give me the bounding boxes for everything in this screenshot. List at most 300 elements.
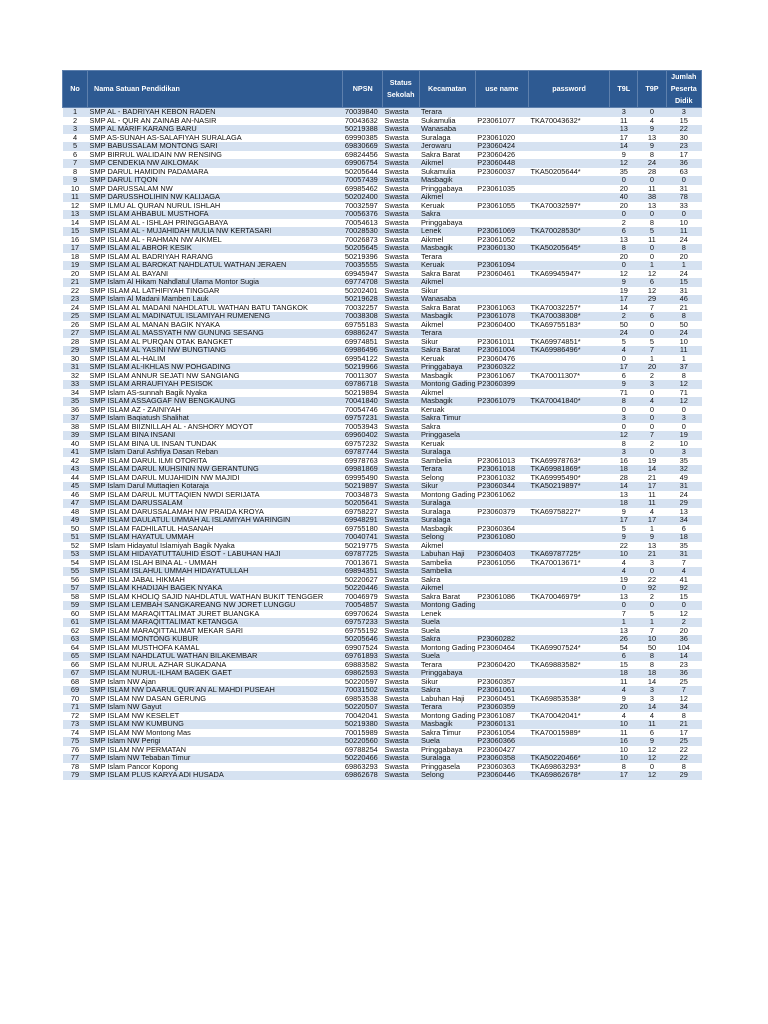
cell-status-sekolah[interactable]: Swasta bbox=[383, 618, 419, 627]
cell-kecamatan[interactable]: Terara bbox=[419, 329, 475, 338]
cell-kecamatan[interactable]: Sakra Barat bbox=[419, 151, 475, 160]
cell-jumlah[interactable]: 1 bbox=[666, 355, 701, 364]
table-row[interactable] bbox=[63, 278, 702, 287]
cell-no[interactable]: 22 bbox=[63, 287, 88, 296]
table-row[interactable] bbox=[63, 712, 702, 721]
table-row[interactable] bbox=[63, 304, 702, 313]
cell-kecamatan[interactable]: Sakra bbox=[419, 210, 475, 219]
cell-jumlah[interactable]: 12 bbox=[666, 610, 701, 619]
cell-no[interactable]: 26 bbox=[63, 321, 88, 330]
cell-status-sekolah[interactable]: Swasta bbox=[383, 584, 419, 593]
cell-status-sekolah[interactable]: Swasta bbox=[383, 610, 419, 619]
cell-kecamatan[interactable]: Montong Gading bbox=[421, 601, 476, 609]
table-row[interactable] bbox=[63, 644, 702, 653]
cell-tpl[interactable]: 8 bbox=[610, 397, 638, 406]
cell-password[interactable]: TKA69995490* bbox=[528, 474, 609, 483]
cell-username[interactable]: P23060379 bbox=[475, 508, 528, 517]
cell-kecamatan[interactable]: Sakra Barat bbox=[419, 593, 475, 602]
cell-kecamatan[interactable]: Suralaga bbox=[419, 448, 475, 457]
cell-tpl[interactable]: 8 bbox=[610, 763, 638, 772]
cell-nama-satuan-pendidikan[interactable]: SMP ISLAM DARUL MUJAHIDIN NW MAJIDI bbox=[88, 474, 343, 483]
cell-tpp[interactable]: 2 bbox=[638, 440, 666, 449]
cell-nama-satuan-pendidikan[interactable]: SMP ISLAM NW Montong Mas bbox=[88, 729, 343, 738]
cell-username[interactable] bbox=[475, 278, 528, 287]
cell-password[interactable]: TKA69755183* bbox=[528, 321, 609, 330]
cell-tpp[interactable]: 11 bbox=[638, 491, 666, 500]
cell-jumlah[interactable]: 11 bbox=[666, 346, 701, 355]
cell-no[interactable]: 8 bbox=[63, 168, 88, 177]
cell-status-sekolah[interactable]: Swasta bbox=[383, 134, 419, 143]
cell-status-sekolah[interactable]: Swasta bbox=[383, 389, 419, 398]
cell-username[interactable] bbox=[475, 448, 528, 457]
cell-nama-satuan-pendidikan[interactable]: SMP Islam Baqiatush Shalihat bbox=[88, 414, 343, 423]
cell-kecamatan[interactable]: Masbagik bbox=[419, 525, 475, 534]
header-status-sekolah[interactable]: Status Sekolah bbox=[383, 71, 419, 108]
cell-jumlah[interactable]: 31 bbox=[666, 287, 701, 296]
cell-username[interactable] bbox=[475, 542, 528, 551]
cell-jumlah[interactable]: 6 bbox=[666, 525, 701, 534]
cell-npsn[interactable]: 69970624 bbox=[343, 610, 383, 619]
cell-username[interactable] bbox=[475, 576, 528, 585]
cell-nama-satuan-pendidikan[interactable]: SMP ISLAM NW DAARUL QUR AN AL MAHDI PUSEAH bbox=[88, 686, 343, 695]
cell-tpl[interactable]: 18 bbox=[610, 669, 638, 678]
cell-tpp[interactable]: 12 bbox=[638, 746, 666, 755]
cell-no[interactable]: 29 bbox=[63, 346, 88, 355]
table-row[interactable] bbox=[63, 108, 702, 117]
cell-password[interactable] bbox=[528, 448, 609, 457]
cell-username[interactable] bbox=[475, 584, 528, 593]
cell-no[interactable]: 62 bbox=[63, 627, 88, 636]
cell-no[interactable]: 47 bbox=[63, 499, 88, 508]
table-row[interactable] bbox=[63, 576, 702, 585]
cell-tpl[interactable]: 13 bbox=[610, 236, 638, 245]
cell-npsn[interactable]: 69986496 bbox=[343, 346, 383, 355]
cell-jumlah[interactable]: 22 bbox=[666, 746, 701, 755]
cell-nama-satuan-pendidikan[interactable]: SMP ISLAM PLUS KARYA ADI HUSADA bbox=[88, 771, 343, 780]
cell-status-sekolah[interactable]: Swasta bbox=[383, 737, 419, 746]
cell-tpl[interactable]: 9 bbox=[610, 508, 638, 517]
cell-kecamatan[interactable]: Sakra bbox=[419, 423, 475, 432]
cell-password[interactable]: TKA69981869* bbox=[528, 465, 609, 474]
cell-password[interactable] bbox=[528, 295, 609, 304]
cell-tpp[interactable]: 13 bbox=[638, 542, 666, 551]
table-row[interactable] bbox=[63, 618, 702, 627]
cell-username[interactable] bbox=[475, 431, 528, 440]
cell-password[interactable] bbox=[528, 219, 609, 228]
cell-no[interactable]: 60 bbox=[63, 610, 88, 619]
cell-kecamatan[interactable]: Aikmel bbox=[419, 193, 475, 202]
cell-tpp[interactable]: 12 bbox=[638, 754, 666, 763]
table-row[interactable] bbox=[63, 584, 702, 593]
cell-npsn[interactable]: 70056376 bbox=[343, 210, 383, 219]
cell-npsn[interactable]: 50205641 bbox=[343, 499, 383, 508]
cell-status-sekolah[interactable]: Swasta bbox=[383, 508, 419, 517]
cell-kecamatan[interactable]: Sakra Barat bbox=[419, 346, 475, 355]
cell-tpl[interactable]: 9 bbox=[610, 151, 638, 160]
cell-jumlah[interactable]: 0 bbox=[666, 423, 701, 432]
cell-nama-satuan-pendidikan[interactable]: SMP ISLAM AL ABROR KESIK bbox=[88, 244, 343, 253]
cell-password[interactable] bbox=[528, 652, 609, 661]
cell-status-sekolah[interactable]: Swasta bbox=[383, 423, 419, 432]
cell-no[interactable]: 77 bbox=[63, 754, 88, 763]
cell-nama-satuan-pendidikan[interactable]: SMP ISLAM AL MASSYATH NW GUNUNG SESANG bbox=[88, 329, 343, 338]
cell-nama-satuan-pendidikan[interactable]: SMP Islam Pancor Kopong bbox=[88, 763, 343, 772]
cell-nama-satuan-pendidikan[interactable]: SMP ISLAM NW DASAN GERUNG bbox=[88, 695, 343, 704]
cell-jumlah[interactable]: 31 bbox=[666, 550, 701, 559]
cell-tpp[interactable]: 8 bbox=[638, 151, 666, 160]
header-password[interactable]: password bbox=[528, 71, 609, 108]
table-row[interactable] bbox=[63, 754, 702, 763]
cell-nama-satuan-pendidikan[interactable]: SMP ISLAM AL-HALIM bbox=[88, 355, 343, 364]
cell-status-sekolah[interactable]: Swasta bbox=[383, 542, 419, 551]
cell-tpp[interactable]: 7 bbox=[638, 304, 666, 313]
cell-jumlah[interactable]: 25 bbox=[666, 678, 701, 687]
cell-password[interactable] bbox=[528, 533, 609, 542]
cell-nama-satuan-pendidikan[interactable]: SMP ISLAM NURUL-ILHAM BAGEK GAET bbox=[88, 669, 343, 678]
cell-npsn[interactable]: 70043632 bbox=[343, 117, 383, 126]
cell-nama-satuan-pendidikan[interactable]: SMP ISLAM MARAQITTALIMAT MEKAR SARI bbox=[88, 627, 343, 636]
cell-nama-satuan-pendidikan[interactable]: SMP ISLAM ASSAGGAF NW BENGKAUNG bbox=[88, 397, 343, 406]
cell-username[interactable]: P23060357 bbox=[475, 678, 528, 687]
cell-username[interactable]: P23061077 bbox=[475, 117, 528, 126]
cell-jumlah[interactable]: 35 bbox=[666, 542, 701, 551]
cell-kecamatan[interactable]: Sambelia bbox=[419, 567, 475, 576]
cell-no[interactable]: 57 bbox=[63, 584, 88, 593]
table-row[interactable] bbox=[63, 159, 702, 168]
cell-npsn[interactable]: 50220597 bbox=[343, 678, 383, 687]
cell-status-sekolah[interactable]: Swasta bbox=[383, 763, 419, 772]
cell-tpl[interactable]: 8 bbox=[610, 244, 638, 253]
cell-status-sekolah[interactable]: Swasta bbox=[383, 236, 419, 245]
cell-jumlah[interactable]: 8 bbox=[666, 244, 701, 253]
cell-npsn[interactable]: 69863293 bbox=[343, 763, 383, 772]
cell-kecamatan[interactable]: Pringgabaya bbox=[419, 219, 475, 228]
cell-status-sekolah[interactable]: Swasta bbox=[383, 499, 419, 508]
cell-nama-satuan-pendidikan[interactable]: SMP ISLAM AL LATHIFIYAH TINGGAR bbox=[88, 287, 343, 296]
cell-tpp[interactable]: 0 bbox=[638, 406, 666, 415]
cell-jumlah[interactable]: 15 bbox=[666, 117, 701, 126]
cell-kecamatan[interactable]: Aikmel bbox=[419, 278, 475, 287]
cell-no[interactable]: 45 bbox=[63, 482, 88, 491]
table-row[interactable] bbox=[63, 559, 702, 568]
cell-status-sekolah[interactable]: Swasta bbox=[383, 278, 419, 287]
cell-no[interactable]: 39 bbox=[63, 431, 88, 440]
cell-password[interactable] bbox=[528, 525, 609, 534]
cell-nama-satuan-pendidikan[interactable]: SMP Islam NW Gayut bbox=[88, 703, 343, 712]
cell-username[interactable]: P23060282 bbox=[475, 635, 528, 644]
cell-kecamatan[interactable]: Wanasaba bbox=[419, 295, 475, 304]
cell-password[interactable] bbox=[528, 134, 609, 143]
cell-status-sekolah[interactable]: Swasta bbox=[383, 474, 419, 483]
cell-status-sekolah[interactable]: Swasta bbox=[383, 159, 419, 168]
cell-tpp[interactable]: 10 bbox=[638, 635, 666, 644]
cell-tpl[interactable]: 26 bbox=[610, 635, 638, 644]
cell-kecamatan[interactable]: Lenek bbox=[419, 610, 475, 619]
cell-npsn[interactable]: 70054746 bbox=[343, 406, 383, 415]
cell-status-sekolah[interactable]: Swasta bbox=[383, 431, 419, 440]
cell-tpl[interactable]: 17 bbox=[610, 771, 638, 780]
table-row[interactable] bbox=[63, 771, 702, 780]
cell-kecamatan[interactable]: Masbagik bbox=[419, 720, 475, 729]
cell-username[interactable]: P23061018 bbox=[475, 465, 528, 474]
cell-kecamatan[interactable]: Masbagik bbox=[419, 312, 475, 321]
cell-kecamatan[interactable]: Selong bbox=[419, 771, 475, 780]
cell-tpl[interactable]: 11 bbox=[610, 729, 638, 738]
cell-jumlah[interactable]: 10 bbox=[666, 219, 701, 228]
cell-no[interactable]: 73 bbox=[63, 720, 88, 729]
cell-nama-satuan-pendidikan[interactable]: SMP DARUSSHOLIHIN NW KALIJAGA bbox=[88, 193, 343, 202]
cell-nama-satuan-pendidikan[interactable]: SMP Islam AS-sunnah Bagik Nyaka bbox=[88, 389, 343, 398]
cell-jumlah[interactable]: 36 bbox=[666, 635, 701, 644]
cell-kecamatan[interactable]: Sikur bbox=[419, 338, 475, 347]
cell-status-sekolah[interactable]: Swasta bbox=[383, 253, 419, 262]
cell-nama-satuan-pendidikan[interactable]: SMP ISLAM BINA INSANI bbox=[88, 431, 343, 440]
cell-username[interactable]: P23060424 bbox=[475, 142, 528, 151]
cell-no[interactable]: 28 bbox=[63, 338, 88, 347]
cell-password[interactable] bbox=[528, 678, 609, 687]
table-row[interactable] bbox=[63, 270, 702, 279]
cell-status-sekolah[interactable]: Swasta bbox=[383, 329, 419, 338]
cell-npsn[interactable]: 69948291 bbox=[343, 516, 383, 525]
cell-npsn[interactable]: 69830669 bbox=[343, 142, 383, 151]
cell-jumlah[interactable]: 31 bbox=[666, 482, 701, 491]
cell-tpl[interactable]: 11 bbox=[610, 678, 638, 687]
cell-no[interactable]: 34 bbox=[63, 389, 88, 398]
cell-jumlah[interactable]: 18 bbox=[666, 533, 701, 542]
cell-status-sekolah[interactable]: Swasta bbox=[383, 151, 419, 160]
cell-tpp[interactable]: 14 bbox=[638, 678, 666, 687]
table-row[interactable] bbox=[63, 244, 702, 253]
cell-password[interactable]: TKA69758227* bbox=[528, 508, 609, 517]
cell-tpp[interactable]: 0 bbox=[638, 423, 666, 432]
cell-status-sekolah[interactable]: Swasta bbox=[383, 712, 419, 721]
table-row[interactable] bbox=[63, 448, 702, 457]
cell-nama-satuan-pendidikan[interactable]: SMP ISLAM DARUL ILMI OTORITA bbox=[88, 457, 343, 466]
cell-no[interactable]: 56 bbox=[63, 576, 88, 585]
cell-tpp[interactable]: 12 bbox=[638, 270, 666, 279]
cell-status-sekolah[interactable]: Swasta bbox=[383, 287, 419, 296]
cell-tpl[interactable]: 10 bbox=[610, 746, 638, 755]
table-row[interactable] bbox=[63, 610, 702, 619]
cell-nama-satuan-pendidikan[interactable]: SMP Islam NW Perigi bbox=[88, 737, 343, 746]
cell-password[interactable] bbox=[528, 380, 609, 389]
table-row[interactable] bbox=[63, 346, 702, 355]
cell-tpl[interactable]: 0 bbox=[610, 584, 638, 593]
cell-password[interactable]: TKA70028530* bbox=[528, 227, 609, 236]
cell-status-sekolah[interactable]: Swasta bbox=[383, 117, 419, 126]
cell-npsn[interactable]: 50205646 bbox=[343, 635, 383, 644]
table-row[interactable] bbox=[63, 236, 702, 245]
cell-kecamatan[interactable]: Sakra Barat bbox=[419, 270, 475, 279]
table-row[interactable] bbox=[63, 431, 702, 440]
table-row[interactable] bbox=[63, 142, 702, 151]
cell-password[interactable] bbox=[528, 261, 609, 270]
cell-tpp[interactable]: 7 bbox=[638, 627, 666, 636]
cell-tpl[interactable]: 9 bbox=[610, 380, 638, 389]
table-row[interactable] bbox=[63, 627, 702, 636]
cell-jumlah[interactable]: 17 bbox=[666, 151, 701, 160]
cell-kecamatan[interactable]: Aikmel bbox=[419, 389, 475, 398]
cell-tpl[interactable]: 71 bbox=[610, 389, 638, 398]
cell-username[interactable] bbox=[475, 627, 528, 636]
cell-no[interactable]: 70 bbox=[63, 695, 88, 704]
cell-jumlah[interactable]: 15 bbox=[666, 593, 701, 602]
cell-tpp[interactable]: 11 bbox=[638, 499, 666, 508]
cell-username[interactable] bbox=[475, 287, 528, 296]
cell-jumlah[interactable]: 25 bbox=[666, 737, 701, 746]
cell-status-sekolah[interactable]: Swasta bbox=[383, 448, 419, 457]
cell-tpp[interactable]: 1 bbox=[638, 618, 666, 627]
cell-username[interactable]: P23061067 bbox=[475, 372, 528, 381]
cell-kecamatan[interactable]: Aikmel bbox=[419, 236, 475, 245]
table-row[interactable] bbox=[63, 321, 702, 330]
cell-tpl[interactable]: 0 bbox=[610, 601, 638, 610]
cell-tpl[interactable]: 7 bbox=[610, 610, 638, 619]
cell-username[interactable]: P23060476 bbox=[475, 355, 528, 364]
cell-jumlah[interactable]: 12 bbox=[666, 380, 701, 389]
cell-password[interactable]: TKA50219897* bbox=[528, 482, 609, 491]
cell-jumlah[interactable]: 29 bbox=[666, 771, 701, 780]
cell-password[interactable] bbox=[528, 125, 609, 134]
cell-npsn[interactable]: 69960402 bbox=[343, 431, 383, 440]
table-row[interactable] bbox=[63, 686, 702, 695]
cell-npsn[interactable]: 69757232 bbox=[343, 440, 383, 449]
table-row[interactable] bbox=[63, 176, 702, 185]
cell-tpp[interactable]: 0 bbox=[638, 414, 666, 423]
cell-tpp[interactable]: 8 bbox=[638, 219, 666, 228]
cell-tpl[interactable]: 0 bbox=[610, 210, 638, 219]
cell-nama-satuan-pendidikan[interactable]: SMP ISLAM NURUL AZHAR SUKADANA bbox=[88, 661, 343, 670]
cell-tpp[interactable]: 0 bbox=[638, 389, 666, 398]
cell-password[interactable] bbox=[528, 635, 609, 644]
cell-kecamatan[interactable]: Keruak bbox=[419, 202, 475, 211]
cell-nama-satuan-pendidikan[interactable]: SMP ISLAM AL BAYANI bbox=[88, 270, 343, 279]
cell-npsn[interactable]: 70039840 bbox=[343, 108, 383, 117]
cell-kecamatan[interactable]: Selong bbox=[419, 533, 475, 542]
cell-password[interactable]: TKA70013671* bbox=[528, 559, 609, 568]
cell-npsn[interactable]: 50219388 bbox=[343, 125, 383, 134]
cell-password[interactable] bbox=[528, 567, 609, 576]
cell-tpl[interactable]: 20 bbox=[610, 703, 638, 712]
cell-status-sekolah[interactable]: Swasta bbox=[383, 695, 419, 704]
cell-jumlah[interactable]: 49 bbox=[666, 474, 701, 483]
cell-tpp[interactable]: 14 bbox=[638, 465, 666, 474]
cell-tpp[interactable]: 11 bbox=[638, 236, 666, 245]
cell-npsn[interactable]: 69886247 bbox=[343, 329, 383, 338]
cell-password[interactable]: TKA50205645* bbox=[528, 244, 609, 253]
cell-username[interactable]: P23060366 bbox=[475, 737, 528, 746]
cell-password[interactable]: TKA70032597* bbox=[528, 202, 609, 211]
cell-jumlah[interactable]: 17 bbox=[666, 729, 701, 738]
cell-npsn[interactable]: 50219628 bbox=[343, 295, 383, 304]
cell-kecamatan[interactable]: Montong Gading bbox=[421, 711, 476, 720]
cell-kecamatan[interactable]: Lenek bbox=[419, 227, 475, 236]
table-row[interactable] bbox=[63, 465, 702, 474]
cell-status-sekolah[interactable]: Swasta bbox=[383, 457, 419, 466]
cell-nama-satuan-pendidikan[interactable]: SMP ISLAM ISLAH BINA AL - UMMAH bbox=[88, 559, 343, 568]
cell-jumlah[interactable]: 78 bbox=[666, 193, 701, 202]
cell-tpl[interactable]: 4 bbox=[610, 712, 638, 721]
cell-no[interactable]: 11 bbox=[63, 193, 88, 202]
cell-kecamatan[interactable]: Suralaga bbox=[419, 754, 475, 763]
cell-password[interactable] bbox=[528, 431, 609, 440]
cell-password[interactable]: TKA70042041* bbox=[528, 712, 609, 721]
cell-username[interactable]: P23060358 bbox=[475, 754, 528, 763]
cell-jumlah[interactable]: 0 bbox=[666, 406, 701, 415]
cell-tpp[interactable]: 9 bbox=[638, 737, 666, 746]
cell-jumlah[interactable]: 19 bbox=[666, 431, 701, 440]
cell-tpp[interactable]: 2 bbox=[638, 372, 666, 381]
cell-kecamatan[interactable]: Selong bbox=[419, 474, 475, 483]
table-row[interactable] bbox=[63, 508, 702, 517]
cell-npsn[interactable]: 69755192 bbox=[343, 627, 383, 636]
cell-tpp[interactable]: 4 bbox=[638, 508, 666, 517]
cell-username[interactable]: P23061035 bbox=[475, 185, 528, 194]
cell-nama-satuan-pendidikan[interactable]: SMP ISLAM AL PURQAN OTAK BANGKET bbox=[88, 338, 343, 347]
cell-no[interactable]: 5 bbox=[63, 142, 88, 151]
cell-nama-satuan-pendidikan[interactable]: SMP ISLAM ISLAHUL UMMAH HIDAYATULLAH bbox=[88, 567, 343, 576]
cell-jumlah[interactable]: 23 bbox=[666, 142, 701, 151]
cell-jumlah[interactable]: 15 bbox=[666, 278, 701, 287]
cell-username[interactable]: P23060427 bbox=[475, 746, 528, 755]
cell-kecamatan[interactable]: Terara bbox=[419, 465, 475, 474]
cell-tpl[interactable]: 20 bbox=[610, 185, 638, 194]
table-row[interactable] bbox=[63, 287, 702, 296]
cell-jumlah[interactable]: 37 bbox=[666, 363, 701, 372]
cell-tpl[interactable]: 15 bbox=[610, 661, 638, 670]
cell-status-sekolah[interactable]: Swasta bbox=[383, 193, 419, 202]
cell-nama-satuan-pendidikan[interactable]: SMP AS-SUNAH AS-SALAFIYAH SURALAGA bbox=[88, 134, 343, 143]
cell-npsn[interactable]: 69755180 bbox=[343, 525, 383, 534]
cell-no[interactable]: 53 bbox=[63, 550, 88, 559]
table-row[interactable] bbox=[63, 525, 702, 534]
table-row[interactable] bbox=[63, 414, 702, 423]
cell-status-sekolah[interactable]: Swasta bbox=[383, 491, 419, 500]
cell-password[interactable] bbox=[528, 142, 609, 151]
cell-tpp[interactable]: 0 bbox=[638, 329, 666, 338]
table-row[interactable] bbox=[63, 763, 702, 772]
cell-kecamatan[interactable]: Aikmel bbox=[419, 584, 475, 593]
table-row[interactable] bbox=[63, 516, 702, 525]
cell-username[interactable]: P23060344 bbox=[475, 482, 528, 491]
cell-status-sekolah[interactable]: Swasta bbox=[383, 338, 419, 347]
cell-jumlah[interactable]: 20 bbox=[666, 253, 701, 262]
cell-nama-satuan-pendidikan[interactable]: SMP CENDEKIA NW AIKLOMAK bbox=[88, 159, 343, 168]
cell-jumlah[interactable]: 34 bbox=[666, 516, 701, 525]
cell-npsn[interactable]: 50219396 bbox=[343, 253, 383, 262]
cell-tpp[interactable]: 12 bbox=[638, 287, 666, 296]
cell-nama-satuan-pendidikan[interactable]: SMP Islam Al Hikam Nahdlatul Ulama Montor Sugia bbox=[88, 278, 343, 287]
cell-npsn[interactable]: 69862593 bbox=[343, 669, 383, 678]
cell-no[interactable]: 14 bbox=[63, 219, 88, 228]
cell-password[interactable] bbox=[528, 491, 609, 500]
cell-tpp[interactable]: 3 bbox=[638, 686, 666, 695]
cell-password[interactable] bbox=[528, 601, 609, 610]
table-row[interactable] bbox=[63, 117, 702, 126]
cell-tpl[interactable]: 18 bbox=[610, 499, 638, 508]
cell-no[interactable]: 6 bbox=[63, 151, 88, 160]
header-jumlah-peserta-didik[interactable]: Jumlah Peserta Didik bbox=[666, 71, 701, 108]
cell-password[interactable] bbox=[528, 440, 609, 449]
cell-username[interactable]: P23061013 bbox=[475, 457, 528, 466]
cell-kecamatan[interactable]: Montong Gading bbox=[421, 643, 476, 652]
cell-nama-satuan-pendidikan[interactable]: SMP ISLAM AL-IKHLAS NW POHGADING bbox=[88, 363, 343, 372]
cell-tpp[interactable]: 3 bbox=[638, 695, 666, 704]
cell-jumlah[interactable]: 46 bbox=[666, 295, 701, 304]
cell-username[interactable] bbox=[475, 610, 528, 619]
cell-tpp[interactable]: 4 bbox=[638, 117, 666, 126]
cell-kecamatan[interactable]: Masbagik bbox=[419, 244, 475, 253]
